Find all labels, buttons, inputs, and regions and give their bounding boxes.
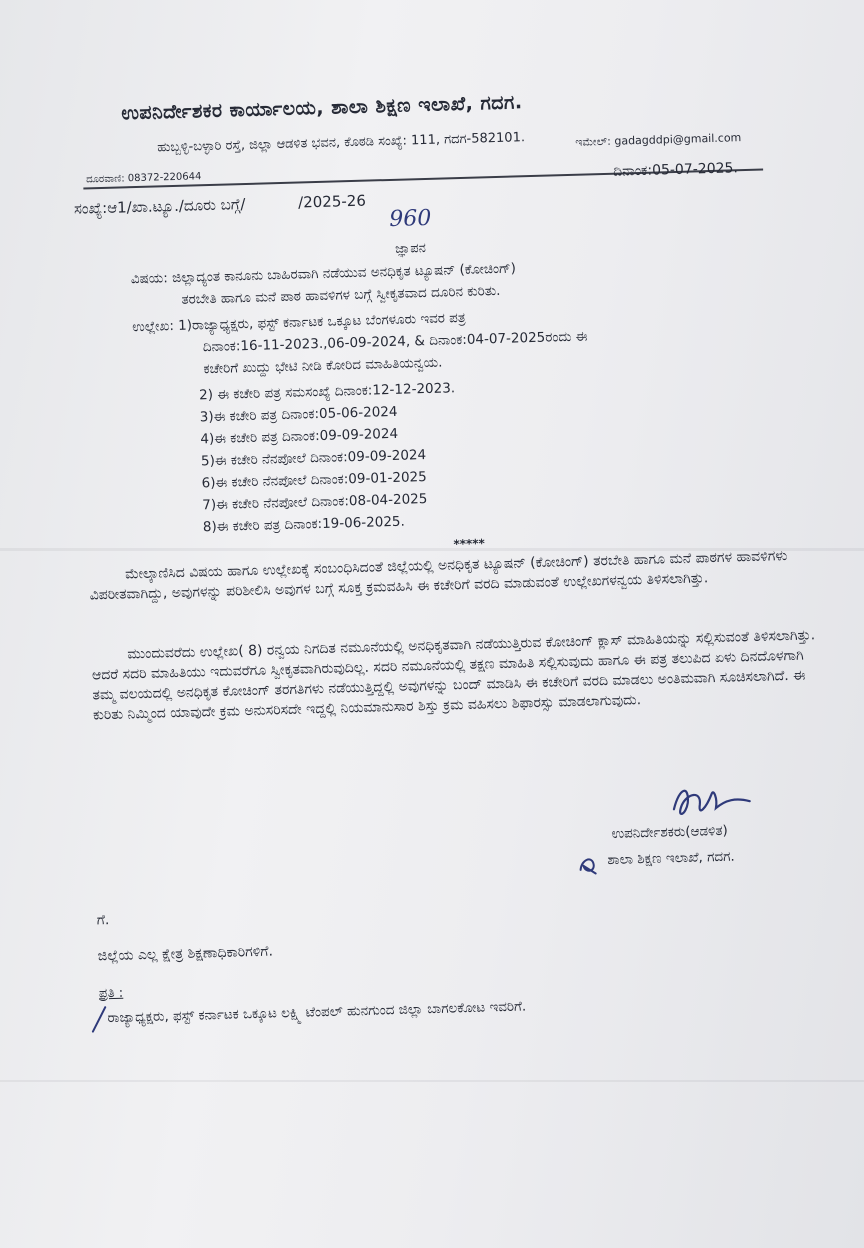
reference-item: 7)ಈ ಕಚೇರಿ ನೆನಪೋಲೆ ದಿನಾಂಕ:08-04-2025	[202, 491, 428, 514]
reference-item: 2) ಈ ಕಚೇರಿ ಪತ್ರ ಸಮಸಂಖ್ಯೆ ದಿನಾಂಕ:12-12-2023.	[198, 380, 456, 404]
office-address: ಹುಬ್ಬಳ್ಳಿ-ಬಳ್ಳಾರಿ ರಸ್ತೆ, ಜಿಲ್ಲಾ ಆಡಳಿತ ಭವನ, ಕೊಠಡಿ ಸಂಖ್ಯೆ: 111, ಗದಗ-582101.	[157, 130, 526, 156]
signature-scribble	[665, 777, 766, 828]
reference-line-1: ಉಲ್ಲೇಖ: 1)ರಾಜ್ಯಾಧ್ಯಕ್ಷರು, ಫಸ್ಟ್ ಕರ್ನಾಟಕ ಒಕ್ಕೂಟ ಬೆಂಗಳೂರು ಇವರ ಪತ್ರ	[132, 309, 466, 336]
letter-date: ದಿನಾಂಕ:05-07-2025.	[612, 160, 739, 180]
office-email: ಇಮೇಲ್: gadagddpi@gmail.com	[575, 131, 742, 149]
reference-item: 3)ಈ ಕಚೇರಿ ಪತ್ರ ದಿನಾಂಕ:05-06-2024	[199, 403, 398, 426]
copy-recipient: ರಾಜ್ಯಾಧ್ಯಕ್ಷರು, ಫಸ್ಟ್ ಕರ್ನಾಟಕ ಒಕ್ಕೂಟ ಲಕ್ಷ್ಮಿ ಟೆಂಪಲ್ ಹುನಗುಂದ ಜಿಲ್ಲಾ ಬಾಗಲಕೋಟ ಇವರಿಗೆ.	[107, 998, 527, 1027]
initial-mark	[575, 851, 602, 878]
body-paragraph-1: ಮೇಲ್ಕಾಣಿಸಿದ ವಿಷಯ ಹಾಗೂ ಉಲ್ಲೇಖಕ್ಕೆ ಸಂಬಂಧಿಸಿದಂತೆ ಜಿಲ್ಲೆಯಲ್ಲಿ ಅನಧಿಕೃತ ಟ್ಯೂಷನ್ (ಕೋಚಿಂಗ್) ತರಬೇತಿ ಹಾಗೂ ಮನೆ ಪಾಠಗಳ ಹಾವಳಿಗಳು ವಿಪರೀತವಾಗಿದ್ದು, ಅವುಗಳನ್ನು ಪರಿಶೀಲಿಸಿ ಅವುಗಳ ಬಗ್ಗೆ ಸೂಕ್ತ ಕ್ರಮವಹಿಸಿ ಈ ಕಚೇರಿಗೆ ವರದಿ ಮಾಡುವಂತೆ ಉಲ್ಲೇಖಗಳನ್ವಯ ತಿಳಿಸಲಾಗಿತ್ತು.	[89, 548, 788, 604]
signatory-designation: ಉಪನಿರ್ದೇಶಕರು(ಆಡಳಿತ)	[611, 822, 729, 843]
addressee-text: ಜಿಲ್ಲೆಯ ಎಲ್ಲ ಕ್ಷೇತ್ರ ಶಿಕ್ಷಣಾಧಿಕಾರಿಗಳಿಗೆ.	[97, 943, 274, 965]
signatory-department: ಶಾಲಾ ಶಿಕ್ಷಣ ಇಲಾಖೆ, ಗದಗ.	[607, 848, 735, 869]
reference-line-2: ದಿನಾಂಕ:16-11-2023.,06-09-2024, & ದಿನಾಂಕ:04-07-2025ರಂದು ಈ	[202, 328, 588, 356]
handwritten-dispatch-number: 960	[389, 205, 432, 232]
reference-item: 5)ಈ ಕಚೇರಿ ನೆನಪೋಲೆ ದಿನಾಂಕ:09-09-2024	[200, 447, 427, 470]
reference-item: 8)ಈ ಕಚೇರಿ ಪತ್ರ ದಿನಾಂಕ:19-06-2025.	[202, 513, 406, 536]
reference-number	[74, 192, 366, 218]
separator-stars: *****	[453, 536, 486, 552]
reference-line-3: ಕಚೇರಿಗೆ ಖುದ್ದು ಭೇಟಿ ನೀಡಿ ಕೋರಿದ ಮಾಹಿತಿಯನ್ವಯ.	[203, 354, 443, 378]
notice-heading: ಜ್ಞಾಪನ	[394, 240, 427, 257]
reference-number-text: ಸಂಖ್ಯೆ:ಆ1/ಖಾ.ಟ್ಯೂ./ದೂರು ಬಗ್ಗೆ/	[73, 195, 246, 218]
office-phone: ದೂರವಾಣಿ: 08372-220644	[85, 171, 202, 186]
reference-item: 6)ಈ ಕಚೇರಿ ನೆನಪೋಲೆ ದಿನಾಂಕ:09-01-2025	[201, 469, 427, 492]
to-label: ಗೆ.	[96, 912, 110, 929]
body-paragraph-2: ಮುಂದುವರೆದು ಉಲ್ಲೇಖ( 8) ರನ್ವಯ ನಿಗದಿತ ನಮೂನೆಯಲ್ಲಿ ಅನಧಿಕೃತವಾಗಿ ನಡೆಯುತ್ತಿರುವ ಕೋಚಿಂಗ್ ಕ್ಲಾಸ್ ಮಾಹಿತಿಯನ್ನು ಸಲ್ಲಿಸುವಂತೆ ತಿಳಿಸಲಾಗಿತ್ತು. ಆದರೆ ಸದರಿ ಮಾಹಿತಿಯು ಇದುವರೆಗೂ ಸ್ವೀಕೃತವಾಗಿರುವುದಿಲ್ಲ. ಸದರಿ ನಮೂನೆಯಲ್ಲಿ ತಕ್ಷಣ ಮಾಹಿತಿ ಸಲ್ಲಿಸುವುದು ಹಾಗೂ ಈ ಪತ್ರ ತಲುಪಿದ ಏಳು ದಿನದೊಳಗಾಗಿ ತಮ್ಮ ವಲಯದಲ್ಲಿ ಅನಧಿಕೃತ ಕೋಚಿಂಗ್ ತರಗತಿಗಳು ನಡೆಯುತ್ತಿದ್ದಲ್ಲಿ ಅವುಗಳನ್ನು ಬಂದ್ ಮಾಡಿಸಿ ಈ ಕಚೇರಿಗೆ ವರದಿ ಮಾಡಲು ಅಂತಿಮವಾಗಿ ಸೂಚಿಸಲಾಗಿದೆ. ಈ ಕುರಿತು ನಿಮ್ಮಿಂದ ಯಾವುದೇ ಕ್ರಮ ಅನುಸರಿಸದೇ ಇದ್ದಲ್ಲಿ ನಿಯಮಾನುಸಾರ ಶಿಸ್ತು ಕ್ರಮ ವಹಿಸಲು ಶಿಫಾರಸ್ಸು ಮಾಡಲಾಗುವುದು.	[91, 627, 816, 724]
copy-label: ಪ್ರತಿ :	[98, 985, 124, 1002]
subject-line-2: ತರಬೇತಿ ಹಾಗೂ ಮನೆ ಪಾಠ ಹಾವಳಿಗಳ ಬಗ್ಗೆ ಸ್ವೀಕೃತವಾದ ದೂರಿನ ಕುರಿತು.	[181, 282, 501, 308]
office-title: ಉಪನಿರ್ದೇಶಕರ ಕಾರ್ಯಾಲಯ, ಶಾಲಾ ಶಿಕ್ಷಣ ಇಲಾಖೆ, ಗದಗ.	[120, 91, 523, 125]
reference-year: /2025-26	[297, 191, 367, 212]
subject-line-1: ವಿಷಯ: ಜಿಲ್ಲಾದ್ಯಂತ ಕಾನೂನು ಬಾಹಿರವಾಗಿ ನಡೆಯುವ ಅನಧಿಕೃತ ಟ್ಯೂಷನ್ (ಕೋಚಿಂಗ್)	[130, 260, 517, 288]
reference-item: 4)ಈ ಕಚೇರಿ ಪತ್ರ ದಿನಾಂಕ:09-09-2024	[200, 425, 399, 448]
